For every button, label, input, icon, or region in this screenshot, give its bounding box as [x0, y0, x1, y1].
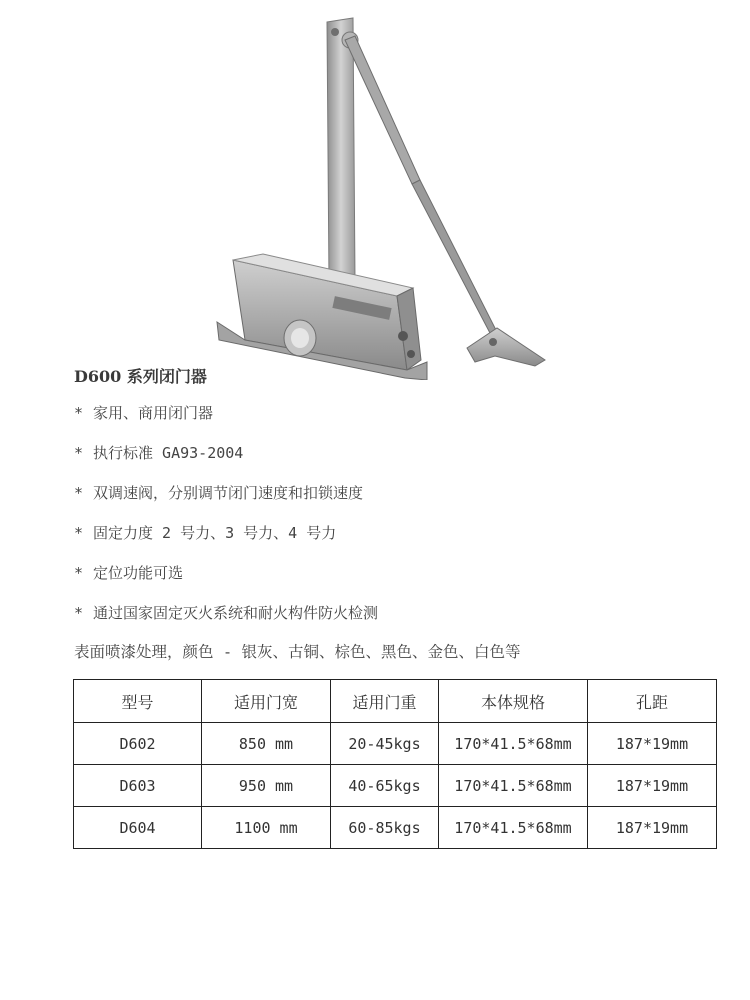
feature-item: [74, 560, 378, 600]
table-header-row: [74, 680, 717, 723]
header-model: 型号: [74, 680, 202, 723]
feature-text: 通过国家固定灭火系统和耐火构件防火检测: [93, 604, 379, 622]
feature-item: [74, 400, 378, 440]
feature-text: 双调速阀，分别调节闭门速度和扣锁速度: [93, 484, 364, 502]
finish-note: 表面喷漆处理，颜色 - 银灰、古铜、棕色、黑色、金色、白色等: [74, 643, 521, 661]
spec-table: [73, 679, 717, 849]
bullet-marker: *: [74, 484, 84, 502]
feature-list: [74, 400, 378, 640]
feature-text: 家用、商用闭门器: [93, 404, 214, 422]
product-title: D600 系列闭门器: [74, 367, 207, 386]
cell-door-weight: 60-85kgs: [331, 807, 439, 849]
cell-body-size: 170*41.5*68mm: [439, 765, 588, 807]
cell-body-size: 170*41.5*68mm: [439, 807, 588, 849]
cell-body-size: 170*41.5*68mm: [439, 723, 588, 765]
header-hole-spacing: 孔距: [588, 680, 717, 723]
door-closer-image: [205, 10, 555, 380]
table-row: [74, 723, 717, 765]
cell-door-weight: 20-45kgs: [331, 723, 439, 765]
cell-hole-spacing: 187*19mm: [588, 723, 717, 765]
feature-item: [74, 600, 378, 640]
header-body-size: 本体规格: [439, 680, 588, 723]
header-door-width: 适用门宽: [202, 680, 331, 723]
bullet-marker: *: [74, 404, 84, 422]
feature-text: 固定力度 2 号力、3 号力、4 号力: [93, 524, 337, 542]
cell-door-width: 1100 mm: [202, 807, 331, 849]
table-row: [74, 765, 717, 807]
bullet-marker: *: [74, 444, 84, 462]
cell-model: D604: [74, 807, 202, 849]
cell-door-width: 850 mm: [202, 723, 331, 765]
cell-door-weight: 40-65kgs: [331, 765, 439, 807]
cell-model: D602: [74, 723, 202, 765]
feature-text: 定位功能可选: [93, 564, 184, 582]
feature-item: [74, 440, 378, 480]
header-door-weight: 适用门重: [331, 680, 439, 723]
cell-hole-spacing: 187*19mm: [588, 807, 717, 849]
table-row: [74, 807, 717, 849]
feature-text: 执行标准 GA93-2004: [93, 444, 244, 462]
feature-item: [74, 480, 378, 520]
cell-model: D603: [74, 765, 202, 807]
feature-item: [74, 520, 378, 560]
cell-door-width: 950 mm: [202, 765, 331, 807]
bullet-marker: *: [74, 564, 84, 582]
bullet-marker: *: [74, 604, 84, 622]
cell-hole-spacing: 187*19mm: [588, 765, 717, 807]
bullet-marker: *: [74, 524, 84, 542]
